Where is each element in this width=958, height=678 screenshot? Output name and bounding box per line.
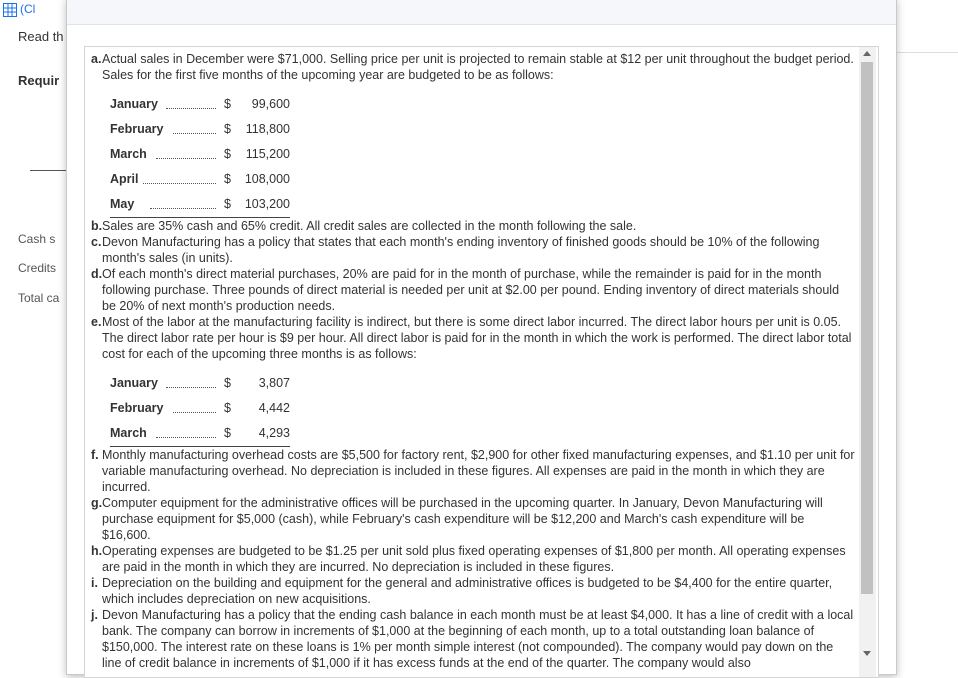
item-a <box>91 51 855 83</box>
item-f-label: f. <box>91 448 99 462</box>
scroll-thumb[interactable] <box>861 62 873 594</box>
labor-row <box>110 396 290 421</box>
sales-month: April <box>110 172 139 186</box>
leader-dots <box>173 398 216 413</box>
sales-value: 99,600 <box>251 97 290 111</box>
item-j-text: Devon Manufacturing has a policy that the ending cash balance in each month must be at least $4,000. It has a line of credit with a local bank. The company can borrow in increments of $1,000 at the beginning of each month, up to a total outstanding loan balance of $150,000. The interest rate on these loans is 1% per month simple interest (not compounded). The company would pay down on the line of credit balance in increments of $1,000 if it has excess funds at the end of the quarter. The company would also <box>102 608 854 670</box>
labor-dollar: $ <box>224 401 231 415</box>
sales-row <box>110 167 290 192</box>
sales-row <box>110 192 290 218</box>
sales-row <box>110 92 290 117</box>
item-c <box>91 234 855 266</box>
sales-row <box>110 117 290 142</box>
sales-month: May <box>110 197 135 211</box>
item-i <box>91 575 855 607</box>
sales-dollar: $ <box>224 122 231 136</box>
item-j-label: j. <box>91 608 98 622</box>
background-row-cash: Cash s <box>18 232 56 246</box>
item-b <box>91 218 855 234</box>
item-a-label: a. <box>91 52 102 66</box>
labor-dollar: $ <box>224 426 231 440</box>
item-g <box>91 495 855 543</box>
leader-dots <box>173 119 216 134</box>
sales-dollar: $ <box>224 147 231 161</box>
scrollbar[interactable] <box>859 47 876 677</box>
item-g-label: g. <box>91 496 103 510</box>
background-read-label: Read th <box>18 29 64 44</box>
sales-value: 115,200 <box>245 147 290 161</box>
item-c-label: c. <box>91 235 102 249</box>
sales-dollar: $ <box>224 197 231 211</box>
sales-month: February <box>110 122 164 136</box>
item-e-text: Most of the labor at the manufacturing facility is indirect, but there is some direct labor incurred. The direct labor hours per unit is 0.05. The direct labor rate per hour is $9 per hour. All direct labor is paid for in the month in which the work is performed. The direct labor total cost for each of the upcoming three months is as follows: <box>102 315 852 361</box>
labor-value: 4,293 <box>258 426 290 440</box>
sales-value: 108,000 <box>244 172 290 186</box>
budget-text <box>91 51 855 671</box>
sales-dollar: $ <box>224 97 231 111</box>
item-d-label: d. <box>91 267 103 281</box>
leader-dots <box>150 194 216 209</box>
sales-dollar: $ <box>224 172 231 186</box>
item-b-text: Sales are 35% cash and 65% credit. All credit sales are collected in the month following the sale. <box>102 219 637 233</box>
item-h <box>91 543 855 575</box>
sales-month: March <box>110 147 147 161</box>
labor-row <box>110 371 290 396</box>
item-d-text: Of each month's direct material purchases, 20% are paid for in the month of purchase, while the remainder is paid for in the month following purchase. Three pounds of direct material is needed per unit at $2.00 per pound. Ending inventory of direct materials should be 20% of next month's production needs. <box>102 267 840 313</box>
labor-month: January <box>110 376 158 390</box>
item-g-text: Computer equipment for the administrative offices will be purchased in the upcoming quarter. In January, Devon Manufacturing will purchase equipment for $5,000 (cash), while February's cash expenditure will be $12,200 and March's cash expenditure will be $16,600. <box>102 496 823 542</box>
item-e <box>91 314 855 362</box>
sales-value: 118,800 <box>245 122 290 136</box>
background-row-credit: Credits <box>18 261 57 275</box>
scroll-up-icon[interactable] <box>863 51 871 56</box>
labor-row <box>110 421 290 447</box>
leader-dots <box>166 94 216 109</box>
background-requirements-label: Requir <box>18 73 60 88</box>
item-c-text: Devon Manufacturing has a policy that states that each month's ending inventory of finished goods should be 10% of the following month's sales (in units). <box>102 235 820 265</box>
background-row-total: Total ca <box>18 291 60 305</box>
item-i-label: i. <box>91 576 98 590</box>
item-h-label: h. <box>91 544 103 558</box>
scroll-down-icon[interactable] <box>863 651 871 656</box>
item-d <box>91 266 855 314</box>
leader-dots <box>156 144 216 159</box>
spreadsheet-icon <box>3 3 17 17</box>
background-divider-right <box>896 52 958 53</box>
modal-header <box>67 0 896 25</box>
item-i-text: Depreciation on the building and equipment for the general and administrative offices is budgeted to be $4,400 for the entire quarter, which includes depreciation on new acquisitions. <box>102 576 833 606</box>
item-a-text: Actual sales in December were $71,000. Selling price per unit is projected to remain stable at $12 per unit throughout the budget period. Sales for the first five months of the upcoming year are budgeted to be as follows: <box>102 52 854 82</box>
item-e-label: e. <box>91 315 102 329</box>
leader-dots <box>156 423 216 438</box>
item-h-text: Operating expenses are budgeted to be $1.25 per unit sold plus fixed operating expenses of $1,800 per month. All operating expenses are paid in the month in which they are incurred. No depreciation is included in these figures. <box>102 544 846 574</box>
labor-month: March <box>110 426 147 440</box>
sales-row <box>110 142 290 167</box>
sales-value: 103,200 <box>244 197 290 211</box>
labor-month: February <box>110 401 164 415</box>
labor-value: 3,807 <box>258 376 290 390</box>
sales-month: January <box>110 97 158 111</box>
content-frame <box>84 46 879 678</box>
labor-value: 4,442 <box>258 401 290 415</box>
item-j <box>91 607 855 671</box>
data-modal <box>66 0 897 675</box>
sales-table <box>110 92 290 218</box>
item-f-text: Monthly manufacturing overhead costs are $5,500 for factory rent, $2,900 for other fixed manufacturing expenses, and $1.10 per unit for variable manufacturing overhead. No depreciation is included in these figures. All expenses are paid in the month in which they are incurred. <box>102 448 855 494</box>
item-b-label: b. <box>91 219 103 233</box>
background-tab-label[interactable]: (Cl <box>20 2 36 16</box>
labor-dollar: $ <box>224 376 231 390</box>
leader-dots <box>166 373 216 388</box>
item-f <box>91 447 855 495</box>
leader-dots <box>143 169 216 184</box>
labor-table <box>110 371 290 447</box>
